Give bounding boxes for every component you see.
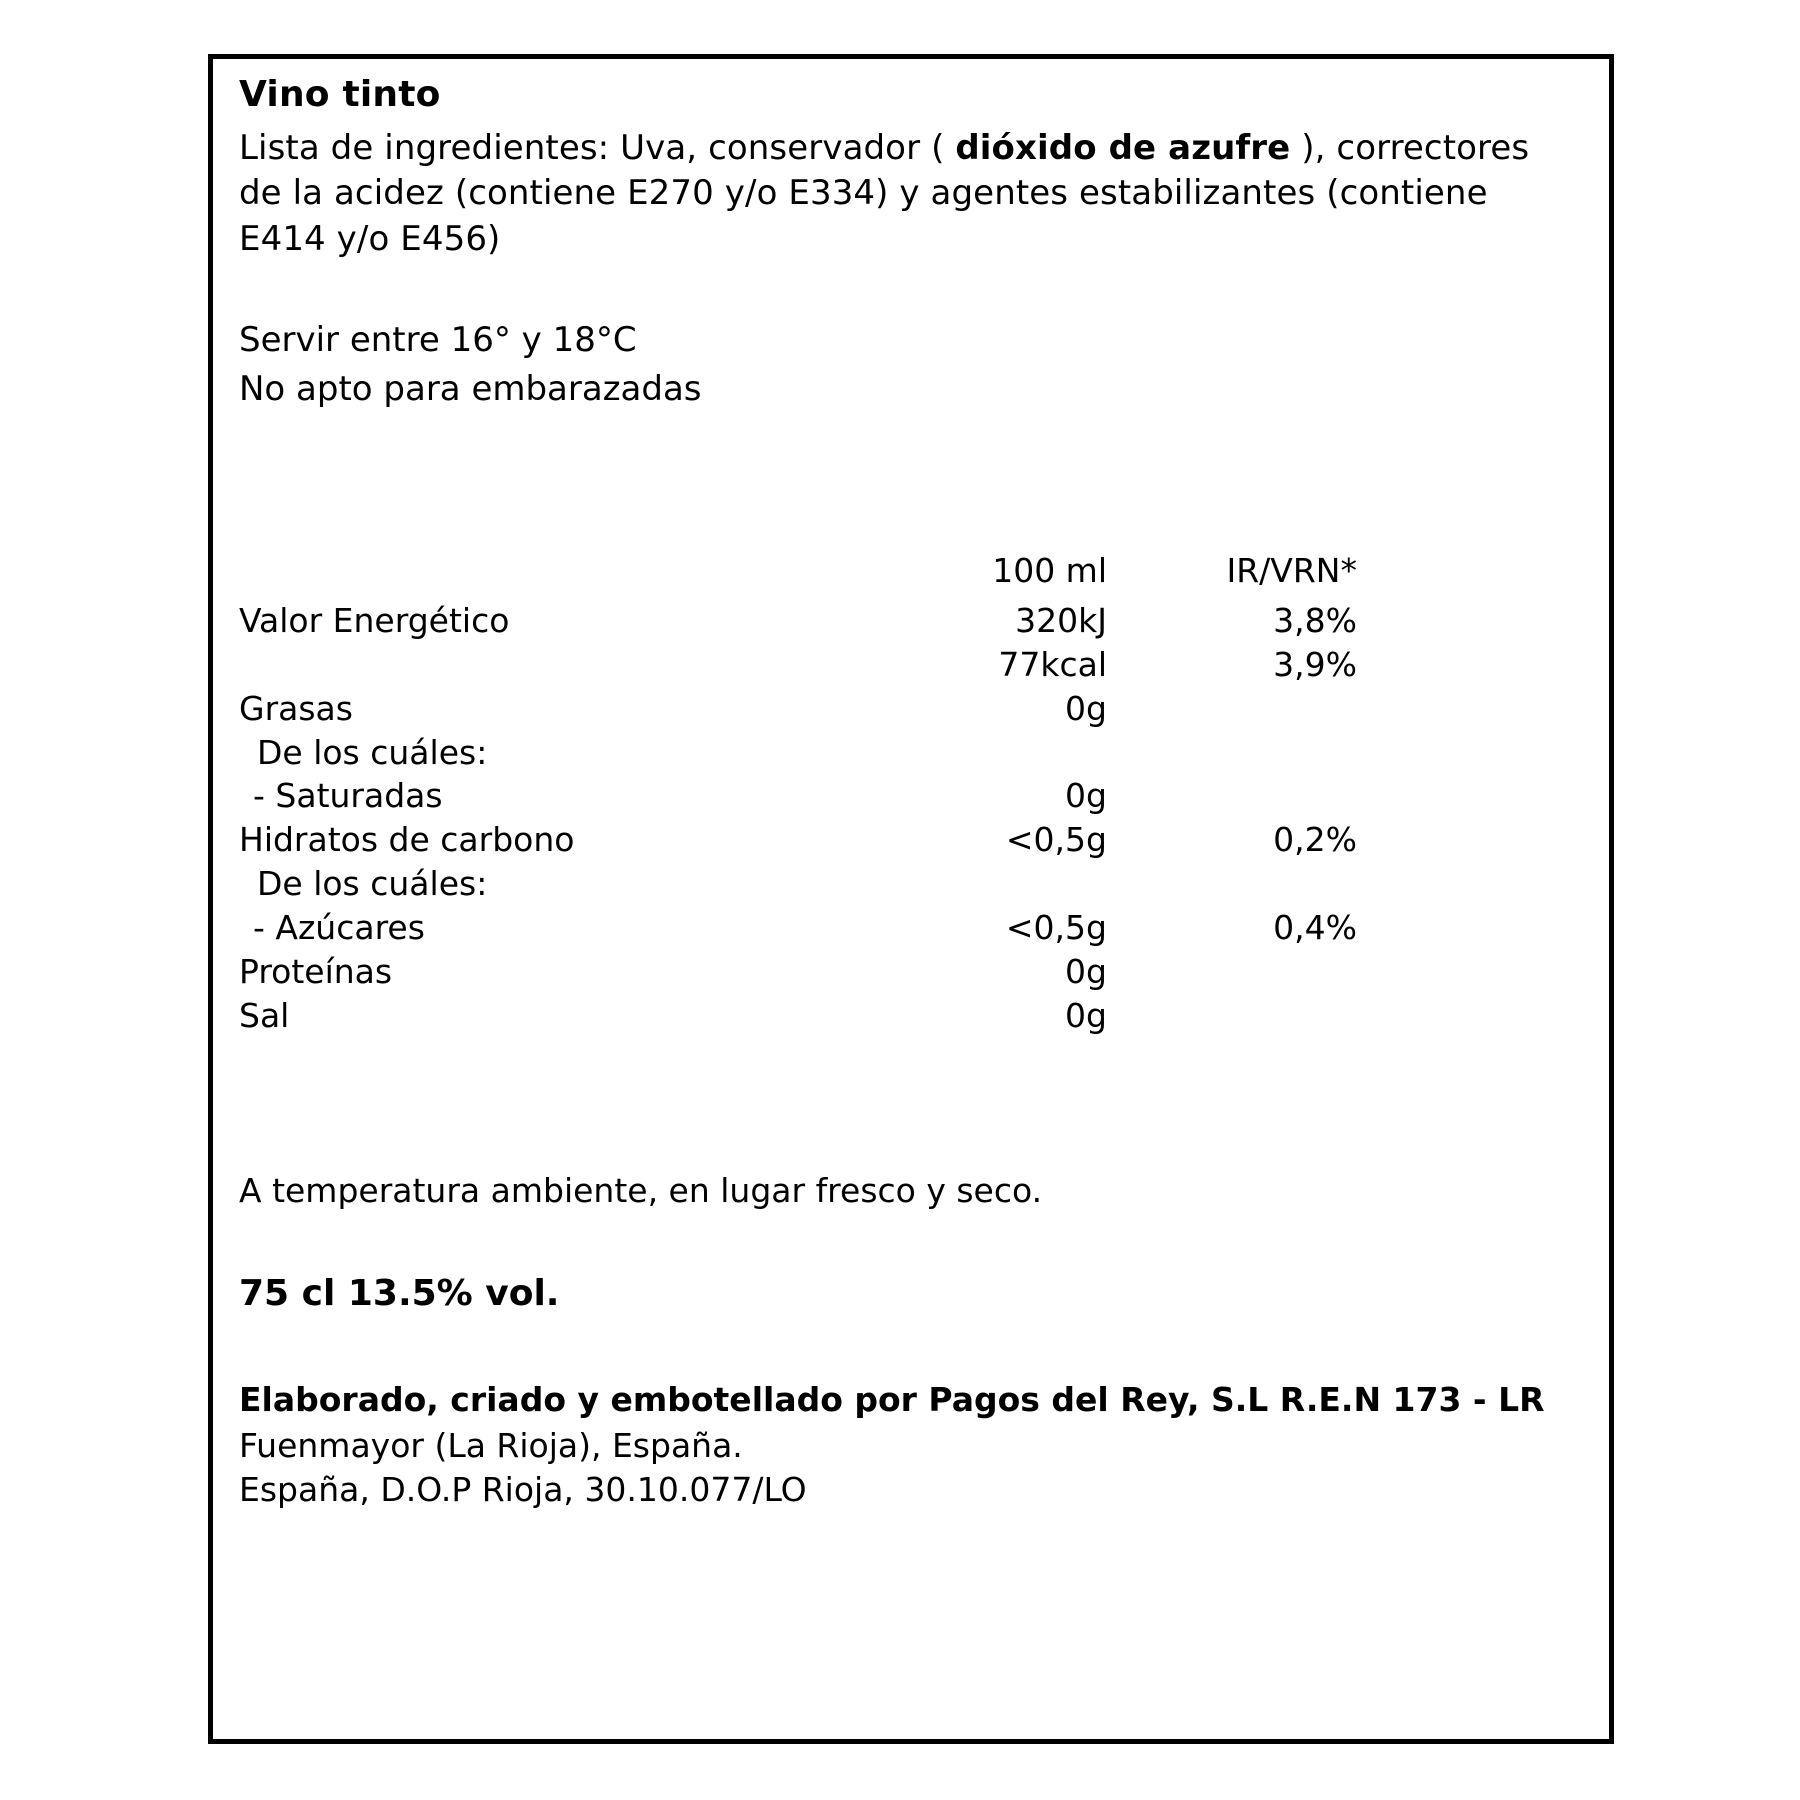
column-header-amount: 100 ml: [992, 551, 1107, 590]
label-footer-section: [239, 1169, 1579, 1512]
table-row: [239, 774, 1357, 818]
table-row: [239, 599, 1357, 643]
nutrient-amount: <0,5g: [1005, 820, 1107, 860]
nutrient-subheading: De los cuáles:: [257, 864, 488, 904]
nutrient-percent: [1107, 994, 1357, 1038]
table-header-row: [239, 549, 1357, 599]
table-row: [239, 862, 1357, 906]
serving-temperature: Servir entre 16° y 18°C: [239, 319, 637, 360]
nutrient-amount: 0g: [1065, 951, 1107, 991]
product-label-panel: [208, 54, 1614, 1744]
nutrient-name: - Saturadas: [253, 776, 443, 816]
nutrient-percent: [1107, 862, 1357, 906]
nutrient-name: Proteínas: [239, 951, 393, 991]
nutrient-percent: 0,2%: [1273, 820, 1357, 860]
ingredients-suffix: ), correctores de la acidez (contiene E270 y/o E334) y agentes estabilizantes (contiene E414 y/o E456): [239, 128, 1530, 259]
label-header-section: [239, 73, 1583, 416]
table-row: [239, 731, 1357, 775]
nutrient-percent: [1107, 687, 1357, 731]
nutrient-amount: 0g: [1065, 688, 1107, 728]
nutrient-name: Grasas: [239, 688, 353, 728]
ingredients-list: [239, 126, 1539, 262]
nutrient-percent: 0,4%: [1273, 908, 1357, 947]
nutrient-name: [239, 643, 877, 687]
nutrient-amount: [877, 862, 1107, 906]
nutrient-amount: <0,5g: [1005, 908, 1107, 947]
nutrient-subheading: De los cuáles:: [257, 732, 488, 772]
table-row: [239, 950, 1357, 994]
nutrient-percent: 3,8%: [1273, 600, 1357, 640]
storage-instructions: A temperatura ambiente, en lugar fresco y seco.: [239, 1171, 1043, 1210]
nutrient-amount: 0g: [1065, 776, 1107, 816]
volume-alcohol: 75 cl 13.5% vol.: [239, 1272, 560, 1314]
serving-instructions: [239, 318, 1583, 412]
nutrient-name: Valor Energético: [239, 600, 510, 640]
nutrient-percent: [1107, 774, 1357, 818]
nutrient-percent: [1107, 950, 1357, 994]
table-row: [239, 687, 1357, 731]
ingredients-prefix: Lista de ingredientes: Uva, conservador (: [239, 128, 956, 169]
nutrient-amount: 77kcal: [998, 644, 1107, 684]
nutrient-percent: [1107, 731, 1357, 775]
nutrient-name: Sal: [239, 995, 290, 1035]
column-header-percent: IR/VRN*: [1226, 551, 1357, 590]
header-blank: [239, 549, 877, 599]
nutrient-percent: 3,9%: [1273, 644, 1357, 684]
nutrition-table: [239, 549, 1357, 1038]
page-title: Vino tinto: [239, 74, 441, 115]
table-row: [239, 994, 1357, 1038]
nutrient-amount: [877, 731, 1107, 775]
table-row: [239, 643, 1357, 687]
nutrient-name: - Azúcares: [253, 908, 425, 947]
address-line-1: Fuenmayor (La Rioja), España.: [239, 1425, 743, 1465]
nutrient-amount: 0g: [1065, 995, 1107, 1035]
nutrient-name: Hidratos de carbono: [239, 820, 575, 860]
nutrition-table-wrapper: [239, 549, 1579, 1038]
producer-info: Elaborado, criado y embotellado por Pagos del Rey, S.L R.E.N 173 - LR: [239, 1379, 1545, 1419]
address-line-2: España, D.O.P Rioja, 30.10.077/LO: [239, 1469, 807, 1509]
table-row: [239, 906, 1357, 950]
pregnancy-warning: No apto para embarazadas: [239, 369, 702, 410]
nutrition-table-body: [239, 549, 1357, 1038]
nutrient-amount: 320kJ: [1015, 600, 1107, 640]
table-row: [239, 818, 1357, 862]
allergen-highlight: dióxido de azufre: [955, 128, 1291, 169]
